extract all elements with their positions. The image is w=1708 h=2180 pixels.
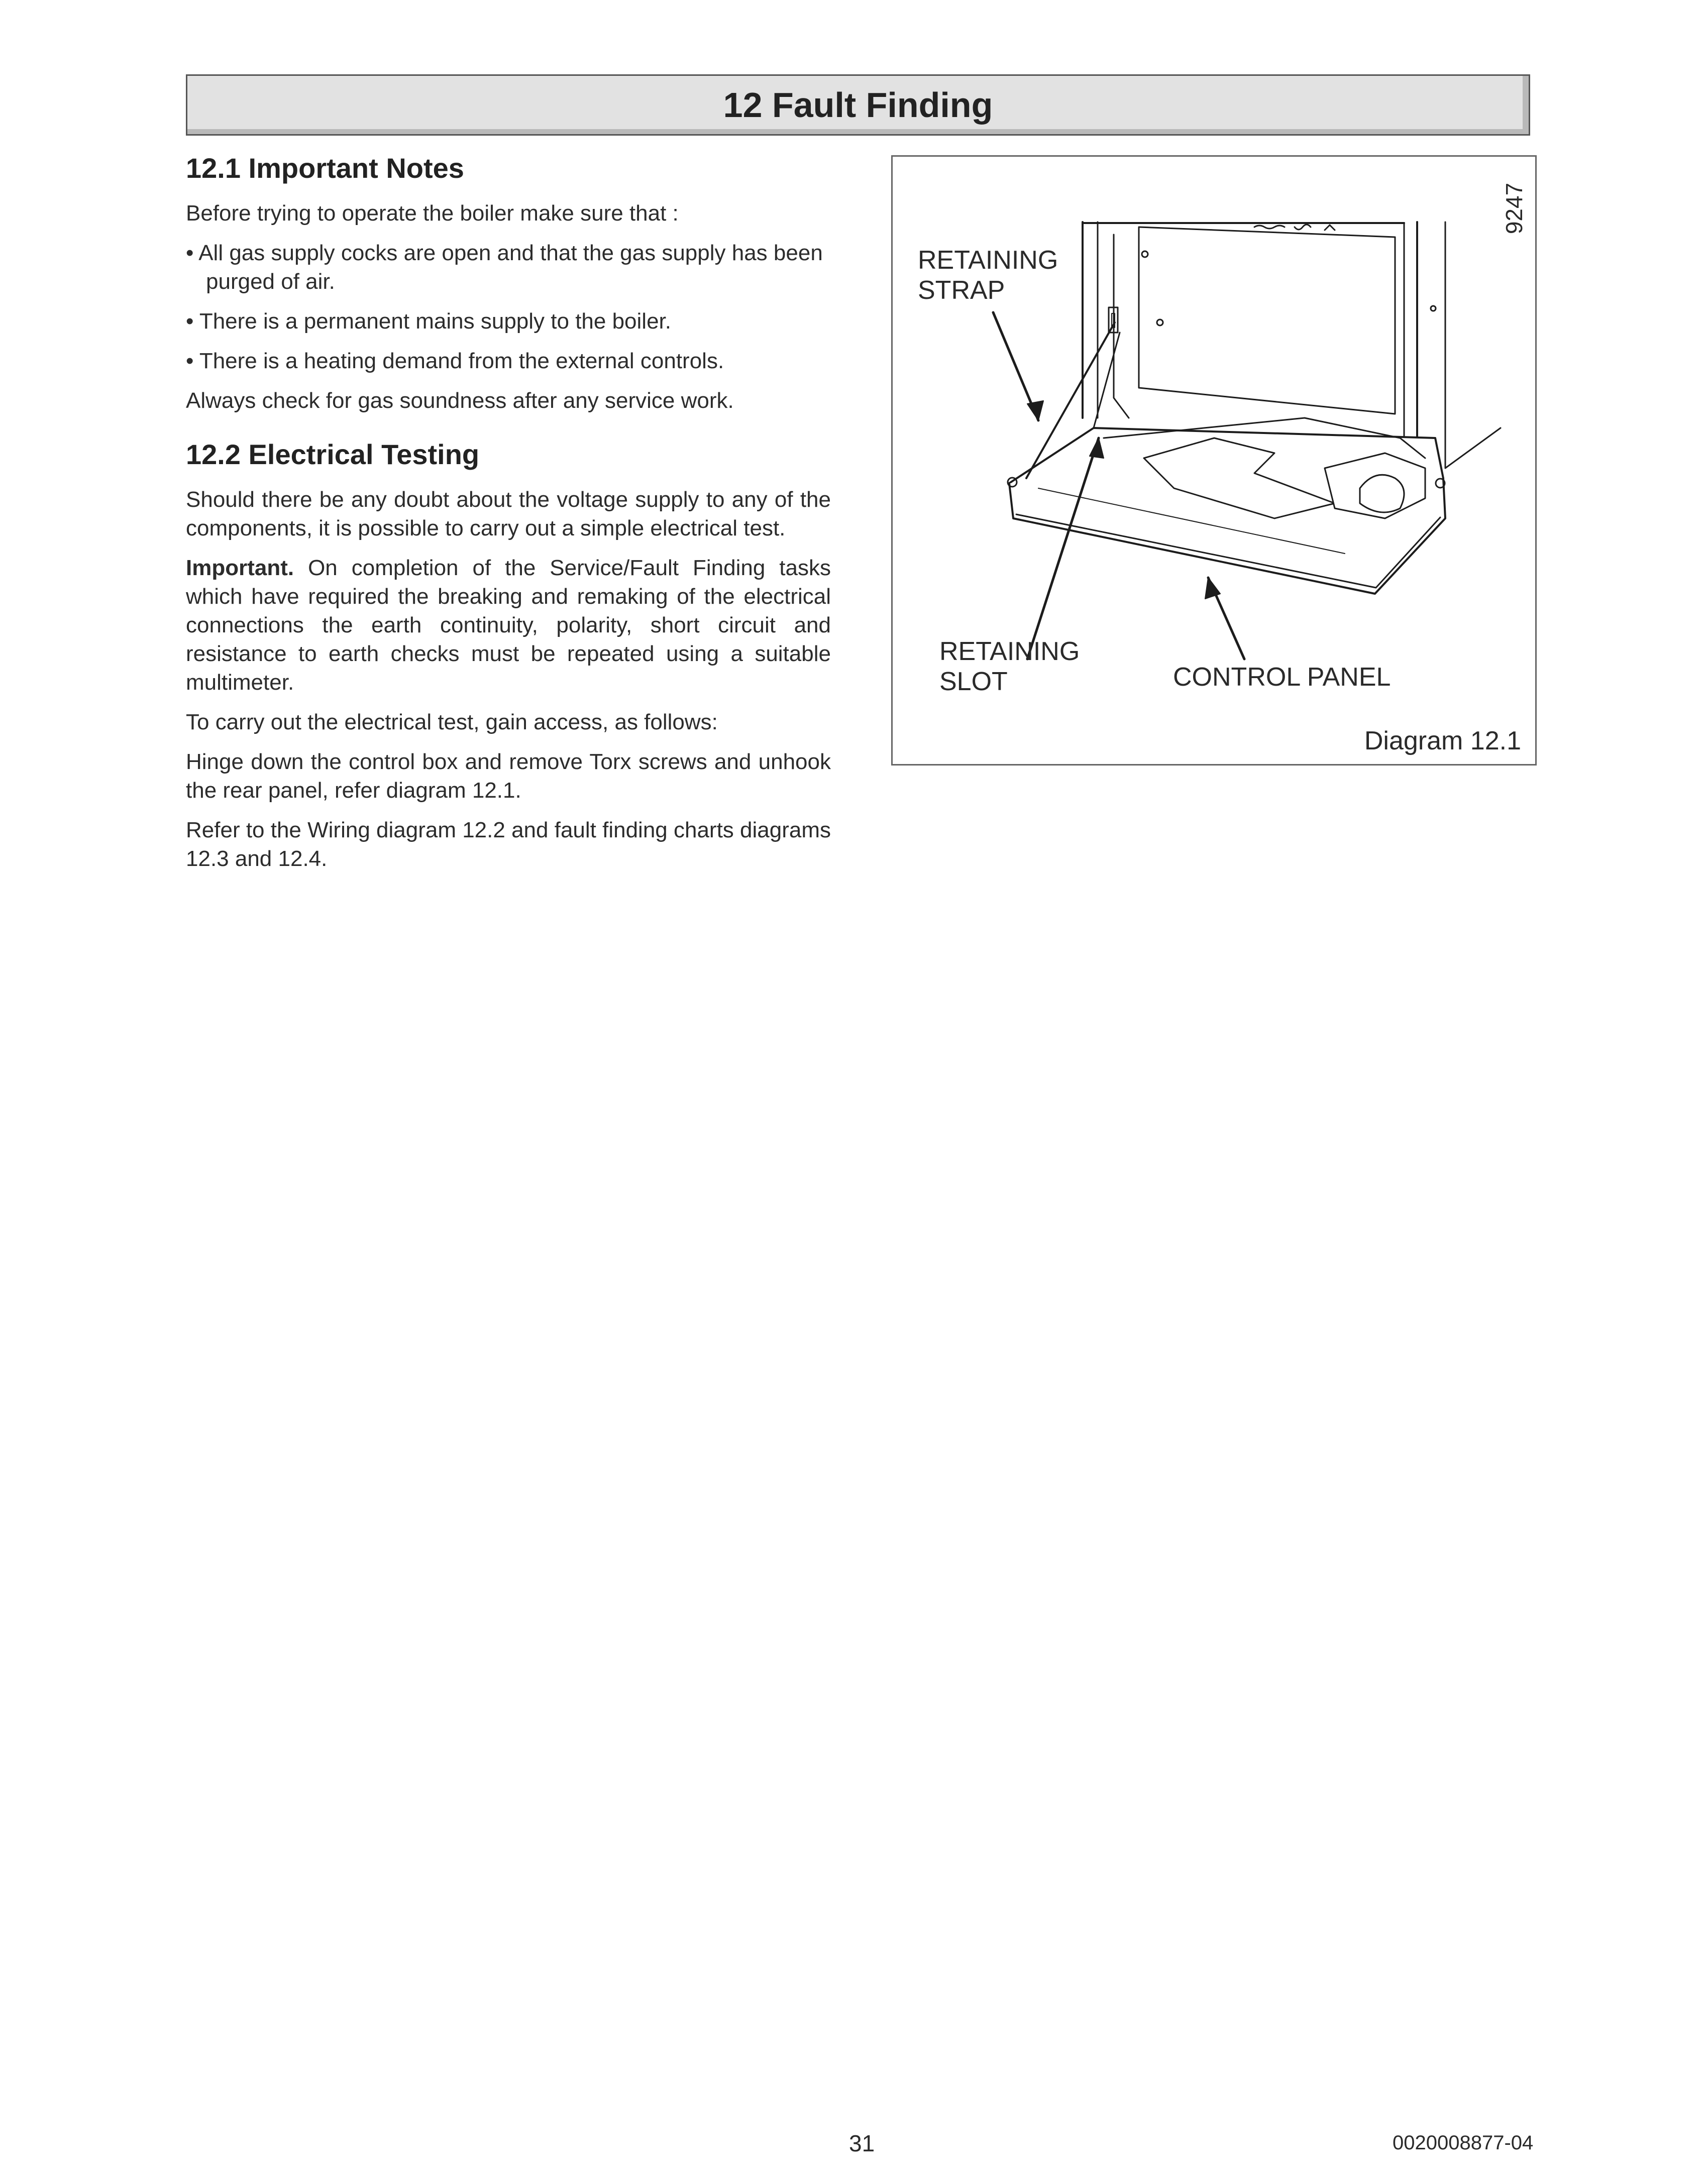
section-heading-important-notes: 12.1 Important Notes — [186, 152, 464, 184]
screw-right — [1431, 306, 1436, 311]
wiring-reference-paragraph: Refer to the Wiring diagram 12.2 and fault finding charts diagrams 12.3 and 12.4. — [186, 818, 831, 871]
bullet-gas-supply: • All gas supply cocks are open and that the gas supply has been purged of air. — [186, 241, 823, 294]
voltage-doubt-paragraph: Should there be any doubt about the voltage supply to any of the components, it is possible to carry out a simple electrical test. — [186, 487, 831, 540]
screw-mid-left — [1157, 319, 1163, 325]
boiler-inner-left-wall — [1114, 235, 1129, 418]
intro-paragraph: Before trying to operate the boiler make sure that : — [186, 201, 679, 226]
page-title: 12 Fault Finding — [723, 85, 993, 125]
boiler-inner-back-panel — [1139, 227, 1395, 414]
boiler-right-face — [1445, 222, 1501, 468]
important-label: Important. — [186, 556, 294, 580]
figure-caption: Diagram 12.1 — [1364, 726, 1521, 755]
section-heading-electrical-testing: 12.2 Electrical Testing — [186, 439, 480, 470]
screw-top-left — [1142, 251, 1148, 257]
important-text: On completion of the Service/Fault Finding tasks which have required the breaking and remaking of the electrical connections the earth continuity, polarity, short circuit and resistance to earth checks must be repeated using a suitable multimeter. — [186, 556, 831, 695]
gain-access-paragraph: To carry out the electrical test, gain access, as follows: — [186, 710, 718, 734]
document-code: 0020008877-04 — [1393, 2132, 1534, 2154]
gas-soundness-note: Always check for gas soundness after any service work. — [186, 388, 734, 413]
bullet-heating-demand: • There is a heating demand from the external controls. — [186, 349, 724, 373]
page-number: 31 — [849, 2130, 875, 2156]
bullet-mains-supply: • There is a permanent mains supply to the boiler. — [186, 309, 672, 334]
label-retaining-slot: RETAINING SLOT — [939, 637, 1080, 696]
hinge-down-paragraph: Hinge down the control box and remove Torx screws and unhook the rear panel, refer diagram 12.1. — [186, 749, 831, 803]
section-title-bar — [186, 74, 1530, 136]
arrow-panel-head — [1205, 578, 1220, 599]
figure-id-number: 9247 — [1501, 182, 1527, 235]
important-paragraph — [186, 554, 831, 697]
wire-squiggles — [1254, 225, 1335, 230]
text-column — [186, 151, 831, 884]
label-retaining-strap: RETAINING STRAP — [918, 246, 1058, 305]
arrow-strap-head — [1027, 401, 1043, 420]
control-panel-knob — [1360, 475, 1404, 512]
label-control-panel: CONTROL PANEL — [1173, 663, 1391, 692]
diagram-12-1 — [891, 155, 1537, 766]
